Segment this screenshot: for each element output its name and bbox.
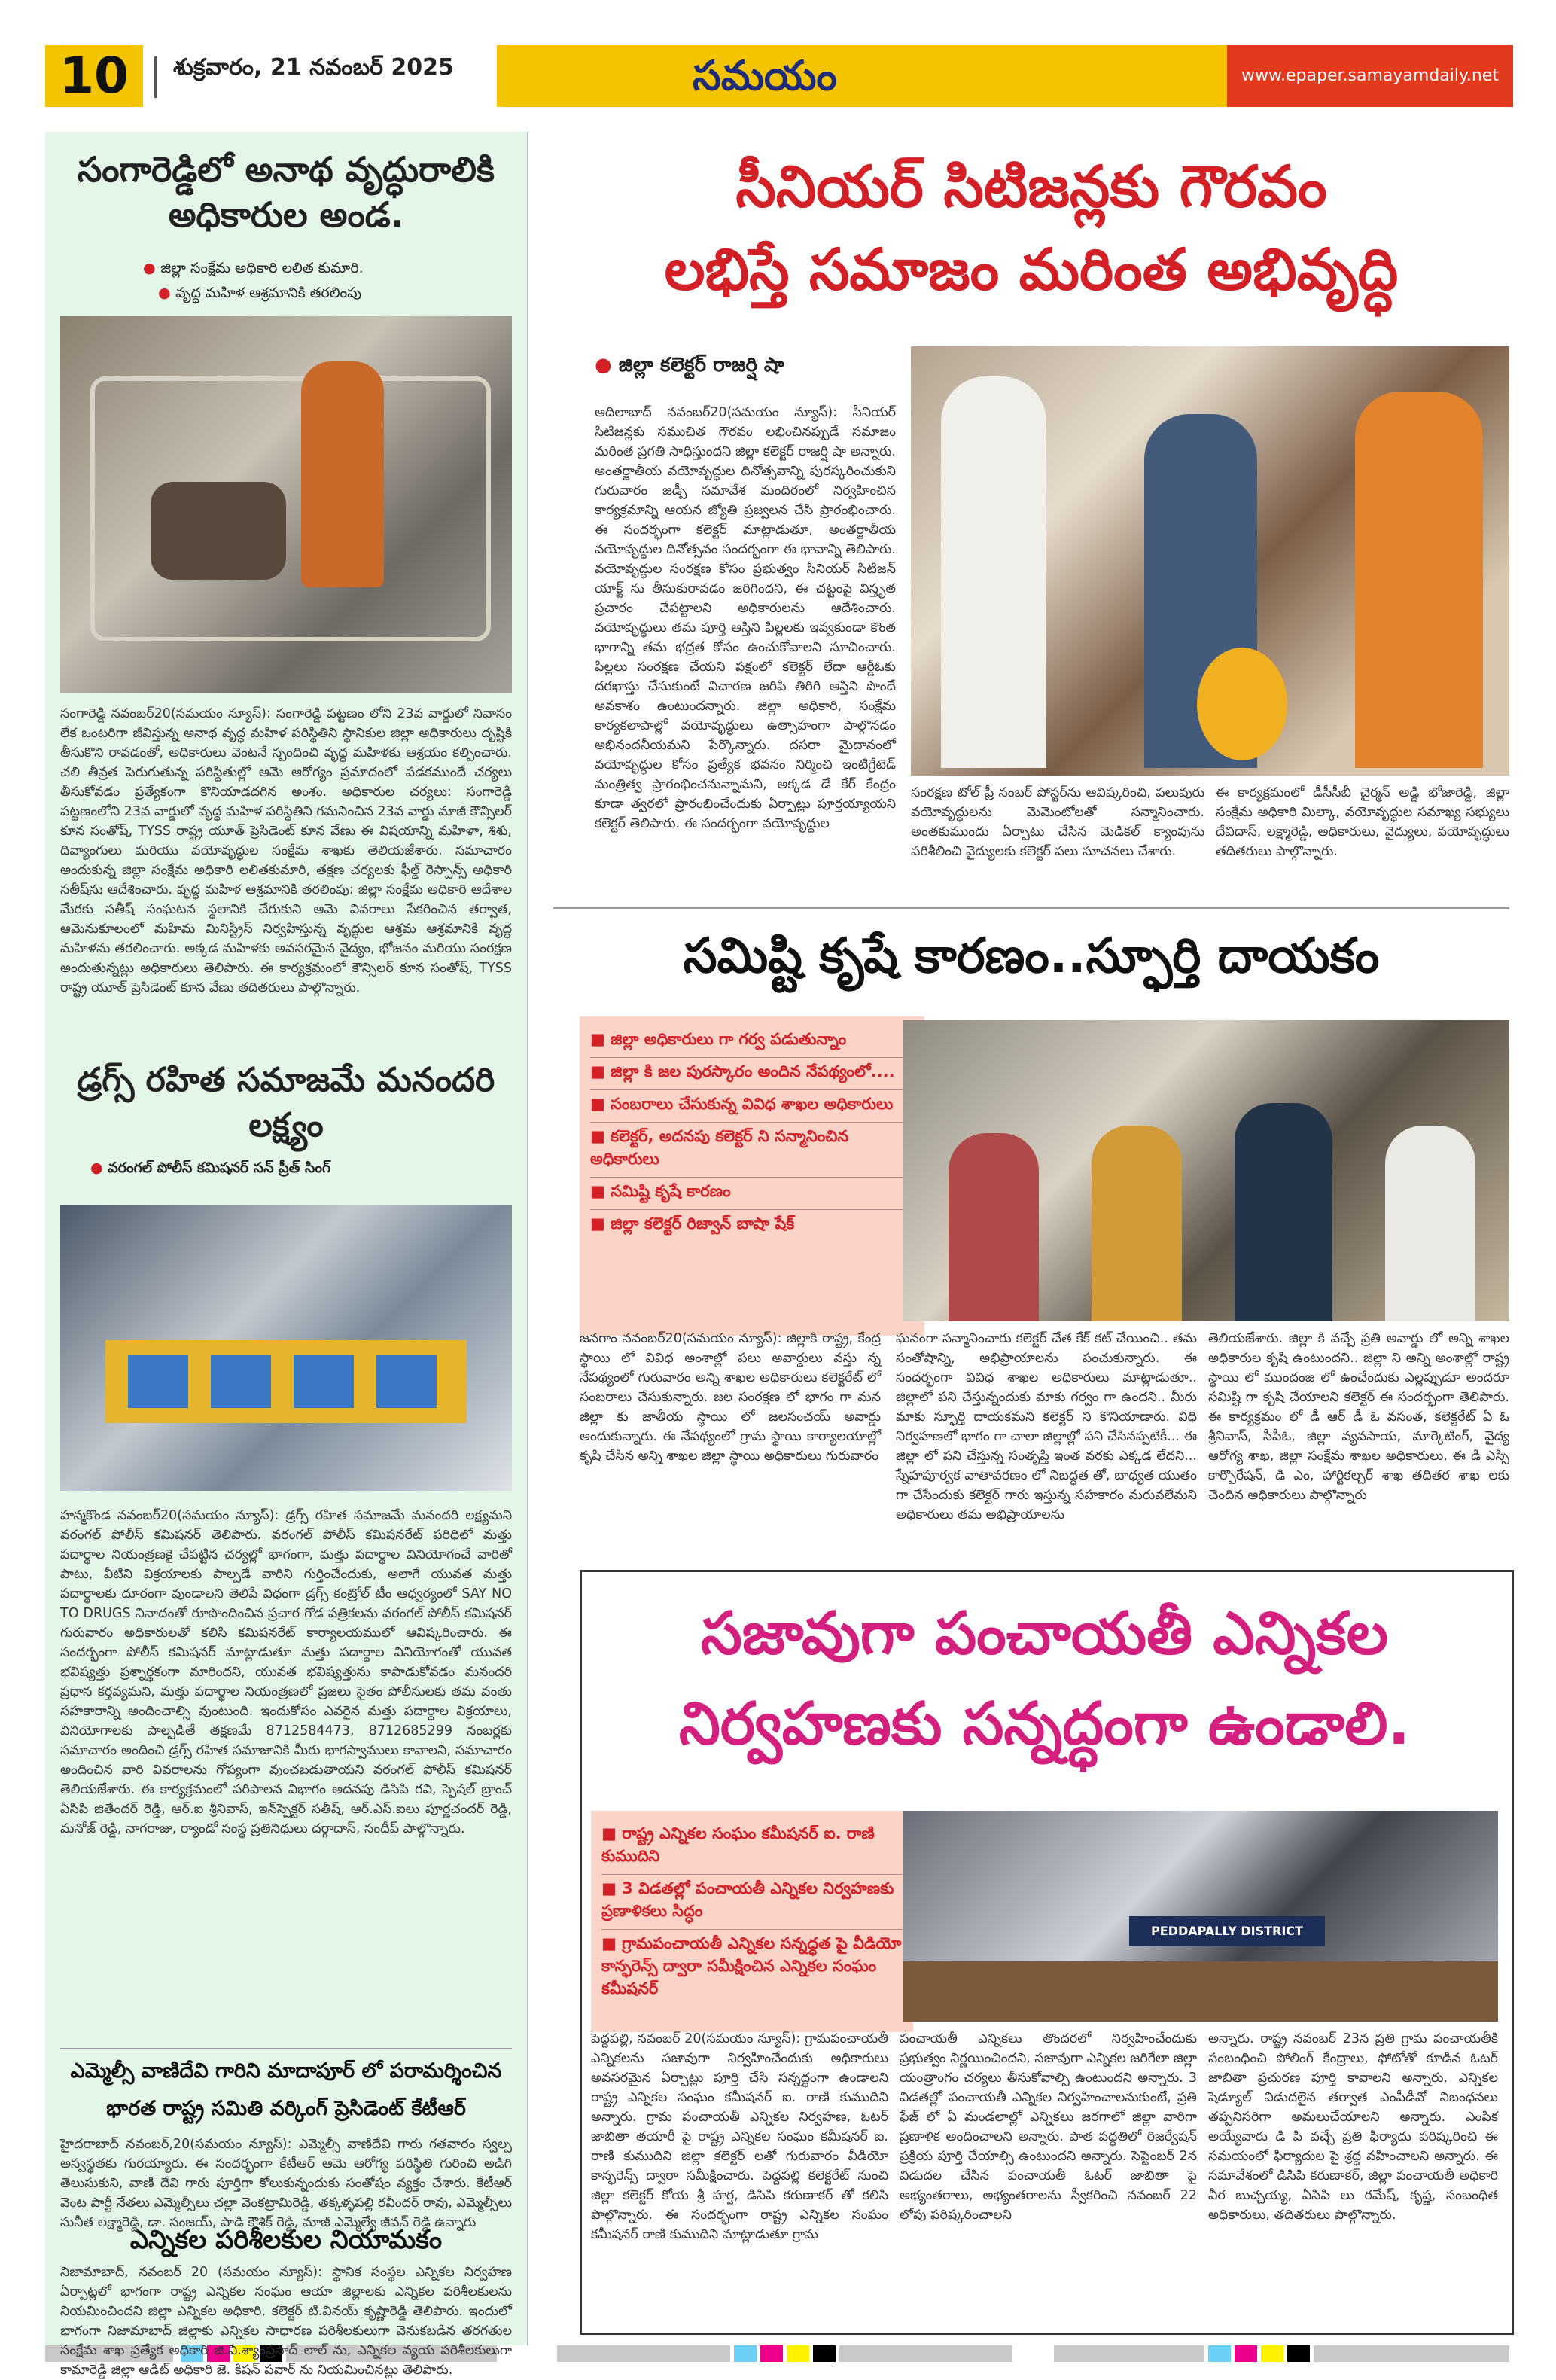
- r-story3-bullet: ■ రాష్ట్ర ఎన్నికల సంఘం కమీషనర్ ఐ. రాణి కుముదిని: [601, 1820, 903, 1875]
- r-story3-headline-line1: సజావుగా పంచాయతీ ఎన్నికల: [700, 1600, 1389, 1668]
- r-story3-body: పెద్దపల్లి, నవంబర్ 20(సమయం న్యూస్): గ్రామపంచాయతీ ఎన్నికలను సజావుగా నిర్వహించేందుకు అధికారులు అవసరమైన ఏర్పాట్లు పూర్తి చేసి సన్నద్ధంగా ఉండాలని రాష్ట్ర ఎన్నికల సంఘం కమీషనర్ ఐ. రాణి కుముదిని అన్నారు. గ్రామ పంచాయతీ ఎన్నికల నిర్వహణ, ఓటర్ జాబితా తయారీ పై రాష్ట్ర ఎన్నికల సంఘం కమీషనర్ ఐ. రాణి కుముదిని జిల్లా కలెక్టర్ లతో గురువారం వీడియో కాన్ఫరెన్స్ ద్వారా సమీక్షించారు. పెద్దపల్లి కలెక్టరేట్ నుంచి జిల్లా కలెక్టర్ కోయ శ్రీ హర్ష, డిసిపి కరుణాకర్ తో కలిసి పాల్గొన్నారు. ఈ సందర్భంగా రాష్ట్ర ఎన్నికల సంఘం కమీషనర్ రాణి కుముదిని మాట్లాడుతూ గ్రామ: [591, 2031, 888, 2242]
- story2-bullet: ● వరంగల్ పోలీస్ కమిషనర్ సన్ ప్రీత్ సింగ్: [90, 1160, 331, 1176]
- r-story3-body3: అన్నారు. రాష్ట్ర నవంబర్ 23న ప్రతి గ్రామ పంచాయతీకి సంబంధించి పోలింగ్ కేంద్రాలు, ఫోటోతో కూడిన ఓటర్ జాబితా ప్రచురణ పూర్తి కావాలని అన్నారు. ఎన్నికల షెడ్యూల్ విడుదలైన తర్వాత ఎంపీడీవో నిబంధనలు తప్పనిసరిగా అమలుచేయాలని అన్నారు. ఎంపిక అయ్యేవారు డి పి వచ్చే ప్రతి ఫిర్యాదు పరిష్కరించి ఈ సమయంలో ఫిర్యాదుల పై శ్రద్ధ వహించాలని అన్నారు. ఈ సమావేశంలో డిసిపి కరుణాకర్, జిల్లా పంచాయతీ అధికారి వీర బుచ్చయ్య, ఏసిపి లు రమేష్, కృష్ణ, సంబంధిత అధికారులు, తదితరులు పాల్గొన్నారు.: [1208, 2031, 1498, 2223]
- story1-bullet-2: ● వృద్ధ మహిళ ఆశ్రమానికి తరలింపు: [158, 285, 362, 301]
- story4-headline: ఎన్నికల పరిశీలకుల నియామకం: [129, 2225, 443, 2255]
- page-number: 10: [45, 45, 143, 107]
- story1-photo: [60, 316, 512, 693]
- r-story2-bullet: ■ జిల్లా కి జల పురస్కారం అందిన నేపథ్యంలో....: [590, 1058, 914, 1090]
- r-story2-headline: సమిష్టి కృషే కారణం..స్ఫూర్తి దాయకం: [683, 928, 1380, 984]
- r-story3-bullet: ■ గ్రామపంచాయతీ ఎన్నికల సన్నద్ధత పై వీడియో కాన్ఫరెన్స్ ద్వారా సమీక్షించిన ఎన్నికల సంఘం కమీషనర్: [601, 1934, 902, 1998]
- color-bar: [1261, 2345, 1283, 2362]
- page-date: శుక్రవారం, 21 నవంబర్ 2025: [173, 54, 454, 81]
- color-bar: [1314, 2345, 1509, 2362]
- header-divider: [154, 56, 157, 98]
- color-bar: [839, 2345, 1012, 2362]
- color-bar: [557, 2345, 730, 2362]
- story3-headline: భారత రాష్ట్ర సమితి వర్కింగ్ ప్రెసిడెంట్ కేటీఆర్: [106, 2097, 466, 2120]
- r-story2-bullet: ■ సమిష్టి కృషే కారణం: [590, 1178, 914, 1210]
- story2-photo: [60, 1205, 512, 1491]
- story1-headline: సంగారెడ్డిలో అనాథ వృద్ధురాలికి అధికారుల అండ.: [78, 149, 495, 235]
- r-story1-body3: ఈ కార్యక్రమంలో డీసీసీబీ చైర్మన్ అడ్డి భోజారెడ్డి, జిల్లా సంక్షేమ అధికారి మిల్కా, వయోవృద్ధుల సమాఖ్య సభ్యులు దేవిదాస్, లక్ష్మారెడ్డి, అధికారులు, వైద్యులు, వయోవృద్ధులు తదితరులు పాల్గొన్నారు.: [1216, 785, 1509, 859]
- r-story1-body: ఆదిలాబాద్ నవంబర్20(సమయం న్యూస్): సీనియర్ సిటిజన్లకు సముచిత గౌరవం లభించినప్పుడే సమాజం మరింత ప్రగతి సాధిస్తుందని జిల్లా కలెక్టర్ రాజర్షి షా అన్నారు. అంతర్జాతీయ వయోవృద్ధుల దినోత్సవాన్ని పురస్కరించుకుని గురువారం జడ్పీ సమావేశ మందిరంలో నిర్వహించిన కార్యక్రమాన్ని ఆయన జ్యోతి ప్రజ్వలన చేసి ప్రారంభించారు. ఈ సందర్భంగా కలెక్టర్ మాట్లాడుతూ, అంతర్జాతీయ వయోవృద్ధుల దినోత్సవం సందర్భంగా ఈ భావాన్ని తెలిపారు. వయోవృద్ధుల సంరక్షణ కోసం ప్రభుత్వం సీనియర్ సిటిజన్ యాక్ట్ ను తీసుకురావడం జరిగిందని, ఈ చట్టంపై విస్తృత ప్రచారం చేపట్టాలని అధికారులను ఆదేశించారు. వయోవృద్ధులు తమ పూర్తి ఆస్తిని పిల్లలకు ఇవ్వకుండా కొంత భాగాన్ని తమ భద్రత కోసం ఉంచుకోవాలని సూచించారు. పిల్లలు సంరక్షణ చేయని పక్షంలో కలెక్టర్ లేదా ఆర్డీఓకు దరఖాస్తు చేసుకుంటే విచారణ జరిపి తిరిగి ఆస్తిని పొందే అవకాశం ఉంటుందన్నారు. జిల్లా అధికారి, సంక్షేమ కార్యకలాపాల్లో వయోవృద్ధులు ఉత్సాహంగా పాల్గొనడం అభినందనీయమని పేర్కొన్నారు. దసరా మైదానంలో వయోవృద్ధుల కోసం ప్రత్యేక భవనం నిర్మించి ఇంటిగ్రేటెడ్ మంత్రిత్వ ప్రారంభించనున్నామని, అక్కడ డే కేర్ కేంద్రం కూడా త్వరలో ప్రారంభించేందుకు ఏర్పాట్లు పూర్తయ్యాయని కలెక్టర్ తెలిపారు. ఈ సందర్భంగా వయోవృద్ధుల: [595, 405, 896, 831]
- r-story2-photo: [903, 1020, 1509, 1321]
- r-story3-photo-caption: PEDDAPALLY DISTRICT: [1129, 1916, 1325, 1946]
- r-story1-headline-line2: లభిస్తే సమాజం మరింత అభివృద్ధి: [664, 236, 1399, 303]
- color-bar: [1287, 2345, 1310, 2362]
- story1-bullet-1: ● జిల్లా సంక్షేమ అధికారి లలిత కుమారి.: [143, 260, 364, 276]
- story1-body: సంగారెడ్డి నవంబర్20(సమయం న్యూస్): సంగారెడ్డి పట్టణం లోని 23వ వార్డులో నివాసం లేక ఒంటరిగా జీవిస్తున్న అనాథ వృద్ధ మహిళ పరిస్థితిని స్థానికుల జిల్లా అధికారులు దృష్టికి తీసుకొని రావడంతో, అధికారులు వెంటనే స్పందించి వృద్ధ మహిళకు ఆశ్రయం కల్పించారు. చలి తీవ్రత పెరుగుతున్న పరిస్థితుల్లో ఆమె ఆరోగ్యం ప్రమాదంలో పడకముందే చర్యలు తీసుకోవడం ప్రత్యేకంగా కొనియాడదగిన అంశం. అధికారుల చర్యలు: సంగారెడ్డి పట్టణంలోని 23వ వార్డులో వృద్ధ మహిళ పరిస్థితిని గమనించిన 23వ వార్డు మాజీ కౌన్సిలర్ కూన సంతోష్, TYSS రాష్ట్ర యూత్ ప్రెసిడెంట్ కూన వేణు ఈ విషయాన్ని మహిళా, శిశు, దివ్యాంగులు మరియు వయోవృద్ధుల సంక్షేమ శాఖకు తెలియజేశారు. సమాచారం అందుకున్న జిల్లా సంక్షేమ అధికారి లలితకుమారి, తక్షణ చర్యలకు ఫీల్డ్ రెస్పాన్స్ అధికారి సతీష్‌ను ఆదేశించారు. వృద్ధ మహిళ ఆశ్రమానికి తరలింపు: జిల్లా సంక్షేమ అధికారి ఆదేశాల మేరకు సతీష్ సంఘటన స్థలానికి చేరుకుని ఆమె వివరాలు సేకరించిన తర్వాత, ఆమెనుకూలంలో మహిమ మినిస్ట్రీస్ నిర్వహిస్తున్న వృద్ధుల ఆశ్రమ ఆశ్రమానికి వృద్ధ మహిళను తరలించారు. అక్కడ మహిళకు అవసరమైన వైద్యం, భోజనం మరియు సంరక్షణ అందుతున్నట్లు అధికారులు తెలిపారు. ఈ కార్యక్రమంలో కౌన్సిలర్ కూన సంతోష్, TYSS రాష్ట్ర యూత్ ప్రెసిడెంట్ కూన వేణు తదితరులు పాల్గొన్నారు.: [60, 706, 512, 995]
- color-bar: [787, 2345, 809, 2362]
- r-story2-body: జనగాం నవంబర్20(సమయం న్యూస్): జిల్లాకి రాష్ట్ర, కేంద్ర స్థాయి లో వివిధ అంశాల్లో పలు అవార్డులు వస్తు న్న నేపథ్యంలో గురువారం అన్ని శాఖల అధికారులు కలెక్టరేట్ లో సంబరాలు చేసుకున్నారు. జల సంరక్షణ లో భాగం గా మన జిల్లా కు జాతీయ స్థాయి లో జలసంచయ్ అవార్డు అందుకున్నారు. ఈ నేపథ్యంలో గ్రామ స్థాయి కార్యాలయాల్లో కృషి చేసిన అన్ని శాఖల జిల్లా స్థాయి అధికారులు గురువారం: [580, 1331, 881, 1464]
- color-bar: [813, 2345, 836, 2362]
- color-bar: [1208, 2345, 1231, 2362]
- r-story3-bullet: ■ 3 విడతల్లో పంచాయతీ ఎన్నికల నిర్వహణకు ప్రణాళికలు సిద్ధం: [601, 1875, 903, 1930]
- color-bar: [1235, 2345, 1257, 2362]
- story3-body: హైదరాబాద్ నవంబర్,20(సమయం న్యూస్): ఎమ్మెల్సీ వాణిదేవి గారు గతవారం స్వల్ప అస్వస్థతకు గురయ్యారు. ఈ సందర్భంగా కేటీఆర్ ఆమె ఆరోగ్య పరిస్థితి గురించి అడిగి తెలుసుకుని, వాణి దేవి గారు పూర్తిగా కోలుకున్నందుకు సంతోషం వ్యక్తం చేశారు. కేటీఆర్ వెంట పార్టీ నేతలు ఎమ్మెల్సీలు చల్లా వెంకట్రామిరెడ్డి, తక్కళ్ళపల్లి రవీందర్ రావు, ఎమ్మెల్సీలు సునీత లక్ష్మారెడ్డి, డా. సంజయ్, పాడి కౌశిక్ రెడ్డి, మాజీ ఎమ్మెల్యే జీవన్ రెడ్డి ఉన్నారు: [60, 2137, 512, 2230]
- r-story3-photo: [903, 1811, 1498, 2022]
- divider: [553, 907, 1509, 909]
- r-story1-photo: [911, 346, 1509, 776]
- story4-body: నిజామాబాద్, నవంబర్ 20 (సమయం న్యూస్): స్థానిక సంస్థల ఎన్నికల నిర్వహణ ఏర్పాట్లలో భాగంగా రాష్ట్ర ఎన్నికల సంఘం ఆయా జిల్లాలకు ఎన్నికల పరిశీలకులను నియమించిందని జిల్లా ఎన్నికల అధికారి, కలెక్టర్ టి.వినయ్ కృష్ణారెడ్డి తెలిపారు. ఇందులో భాగంగా నిజామాబాద్ జిల్లాకు ఎన్నికల సాధారణ పరిశీలకులుగా వెనుకబడిన తరగతుల సంక్షేమ శాఖ ప్రత్యేక అధికారి జి.వి.శ్యాంప్రసాద్ లాల్ ను, ఎన్నికల వ్యయ పరిశీలకులుగా కామారెడ్డి జిల్లా ఆడిట్ అధికారి జె. కిషన్ పవార్ ను నియమించినట్లు తెలిపారు.: [60, 2265, 512, 2378]
- r-story1-body2: సంరక్షణ టోల్ ఫ్రీ నంబర్ పోస్టర్‌ను ఆవిష్కరించి, పలువురు వయోవృద్ధులను మెమెంటోలతో సన్మానించారు. అంతకుముందు ఏర్పాటు చేసిన మెడికల్ క్యాంపును పరిశీలించి వైద్యులకు కలెక్టర్ పలు సూచనలు చేశారు.: [911, 785, 1204, 859]
- r-story2-body3: తెలియజేశారు. జిల్లా కి వచ్చే ప్రతి అవార్డు లో అన్ని శాఖల అధికారుల కృషి ఉంటుందని.. జిల్లా ని అన్ని అంశాల్లో రాష్ట్ర స్థాయి లో ముందంజ లో ఉంచేందుకు ఎల్లప్పుడూ అందరూ సమిష్టి గా కృషి చేయాలని కలెక్టర్ ఈ సందర్భంగా తెలిపారు. ఈ కార్యక్రమం లో డీ ఆర్ డీ ఓ వసంత, కలెక్టరేట్ ఏ ఓ శ్రీనివాస్, సీపీఓ, జిల్లా వ్యవసాయ, మార్కెటింగ్, వైద్య ఆరోగ్య శాఖ, జిల్లా సంక్షేమ శాఖల అధికారులు, ఈ డి ఎస్సీ కార్పొరేషన్, డి ఎం, హార్టికల్చర్ శాఖ తదితర శాఖ లకు చెందిన అధికారులు పాల్గొన్నారు: [1208, 1331, 1509, 1503]
- r-story3-body2: పంచాయతీ ఎన్నికలు తొందరలో నిర్వహించేందుకు ప్రభుత్వం నిర్ణయించిందని, సజావుగా ఎన్నికల జరిగేలా జిల్లా యంత్రాంగం చర్యలు తీసుకోవాల్సి ఉంటుందని అన్నారు. 3 విడతల్లో పంచాయతీ ఎన్నికల నిర్వహించాలనుకుంటే, ప్రతి ఫేజ్ లో ఏ మండలాల్లో ఎన్నికలు జరగాలో జిల్లా వారిగా ప్రణాళిక అందించాలని అన్నారు. పాత పద్ధతిలో రిజర్వేషన్ ప్రక్రియ పూర్తి చేయాల్సి ఉంటుందని అన్నారు. సెప్టెంబర్ 2న విడుదల చేసిన పంచాయతీ ఓటర్ జాబితా పై అభ్యంతరాలు, అభ్యంతరాలను స్వీకరించి నవంబర్ 22 లోపు పరిష్కరించాలని: [900, 2031, 1197, 2223]
- r-story2-bullet: ■ సంబరాలు చేసుకున్న వివిధ శాఖల అధికారులు: [590, 1090, 914, 1123]
- r-story2-body2: ఘనంగా సన్మానించారు కలెక్టర్ చేత కేక్ కట్ చేయించి.. తమ సంతోషాన్ని, అభిప్రాయాలను పంచుకున్నారు. ఈ సందర్భంగా వివిధ శాఖల అధికారులు మాట్లాడుతూ.. జిల్లాలో పని చేస్తున్నందుకు మాకు గర్వం గా ఉందని.. మీరు మాకు స్ఫూర్తి దాయకమని కలెక్టర్ ని కొనియాడారు. విధి నిర్వహణలో భాగం గా చాలా జిల్లాల్లో పని చేసినప్పటికీ... ఈ జిల్లా లో పని చేస్తున్న సంతృప్తి ఇంత వరకు ఎక్కడ లేదని... స్నేహపూర్వక వాతావరణం లో నిబద్ధత తో, బాధ్యత యుతం గా చేసేందుకు కలెక్టర్ గారు ఇస్తున్న సహకారం మరువలేమని అధికారులు తమ అభిప్రాయాలను: [896, 1331, 1197, 1522]
- color-bar: [734, 2345, 757, 2362]
- divider: [60, 2048, 512, 2049]
- masthead-logo: సమయం: [693, 52, 837, 99]
- r-story1-bullet: ● జిల్లా కలెక్టర్ రాజర్షి షా: [595, 354, 784, 376]
- color-bar: [760, 2345, 783, 2362]
- story2-body: హన్మకొండ నవంబర్20(సమయం న్యూస్): డ్రగ్స్ రహిత సమాజమే మనందరి లక్ష్యమని వరంగల్ పోలీస్ కమిషనర్ తెలిపారు. వరంగల్ పోలీస్ కమిషనరేట్ పరిధిలో మత్తు పదార్థాల నియంత్రణకై చేపట్టిన చర్యల్లో భాగంగా, మత్తు పదార్థాల వినియోగంచే వారితో పాటు, వీటిని విక్రయాలకు పాల్పడే వారిని గుర్తించేందుకు, అలాగే యువత మత్తు పదార్థాలకు దూరంగా వుండాలని తెలిపే విధంగా డ్రగ్స్ కంట్రోల్ టీం ఆధ్వర్యంలో SAY NO TO DRUGS నినాదంతో రూపొందించిన ప్రచార గోడ పత్రికలను వరంగల్ పోలీస్ కమిషనర్ గురువారం అధికారులతో కలిసి కమిషనరేట్ కార్యాలయములో ఆవిష్కరించారు. ఈ సందర్భంగా పోలీస్ కమిషనర్ మాట్లాడుతూ మత్తు పదార్థాల వినియోగంతో యువత భవిష్యత్తు ప్రశ్నార్థకంగా మారిందని, యువత భవిష్యత్తును కాపాడుకోవడం మనందరి ప్రధాన కర్తవ్యమని, మత్తు పదార్థాల నియంత్రణలో ప్రజలు సైతం పోలీసులకు తమ వంతు సహకారాన్ని అందించాల్సి వుంటుంది. ఇందుకోసం ఎవరైన మత్తు పదార్థాల విక్రయాలు, వినియోగాలకు పాల్పడితే తక్షణమే 8712584473, 8712685299 నంబర్లకు సమాచారం అందించి డ్రగ్స్ రహిత సమాజానికి మీరు భాగస్వాములు కావాలని, సమాచారం అందించిన వారి వివరాలను గోప్యంగా వుంచబడుతాయని వరంగల్ పోలీస్ కమిషనర్ తెలియజేశారు. ఈ కార్యక్రమంలో పరిపాలన విభాగం అదనపు డిసిపి రవి, స్పెషల్ బ్రాంచ్ ఏసిపి జితేందర్ రెడ్డి, ఆర్.ఐ శ్రీనివాస్, ఇన్‌స్పెక్టర్ సతీష్, ఆర్.ఎస్.ఐలు పూర్ణచందర్ రెడ్డి, మనోజ్ రెడ్డి, నాగరాజు, ర్యాండో సంస్థ ప్రతినిధులు దర్గాదాస్, సందీప్ పాల్గొన్నారు.: [60, 1508, 512, 1836]
- r-story3-bullet-list: [591, 1811, 913, 2032]
- color-bar: [1054, 2345, 1204, 2362]
- masthead-band: [497, 45, 1235, 107]
- r-story3-headline-line2: నిర్వహణకు సన్నద్ధంగా ఉండాలి.: [678, 1690, 1411, 1758]
- r-story2-bullet-list: [580, 1016, 924, 1336]
- r-story2-bullet: ■ జిల్లా అధికారులు గా గర్వ పడుతున్నాం: [590, 1025, 914, 1058]
- r-story1-headline-line1: సీనియర్ సిటిజన్లకు గౌరవం: [735, 153, 1327, 220]
- story3-kicker: ఎమ్మెల్సీ వాణిదేవి గారిని మాదాపూర్ లో పరామర్శించిన: [70, 2059, 502, 2083]
- r-story2-bullet: ■ కలెక్టర్, అదనపు కలెక్టర్ ని సన్మానించిన అధికారులు: [590, 1123, 914, 1178]
- r-story2-bullet: ■ జిల్లా కలెక్టర్ రిజ్వాన్ బాషా షేక్: [590, 1214, 795, 1233]
- story2-headline: డ్రగ్స్ రహిత సమాజమే మనందరి లక్ష్యం: [77, 1061, 495, 1144]
- epaper-url[interactable]: www.epaper.samayamdaily.net: [1227, 45, 1513, 107]
